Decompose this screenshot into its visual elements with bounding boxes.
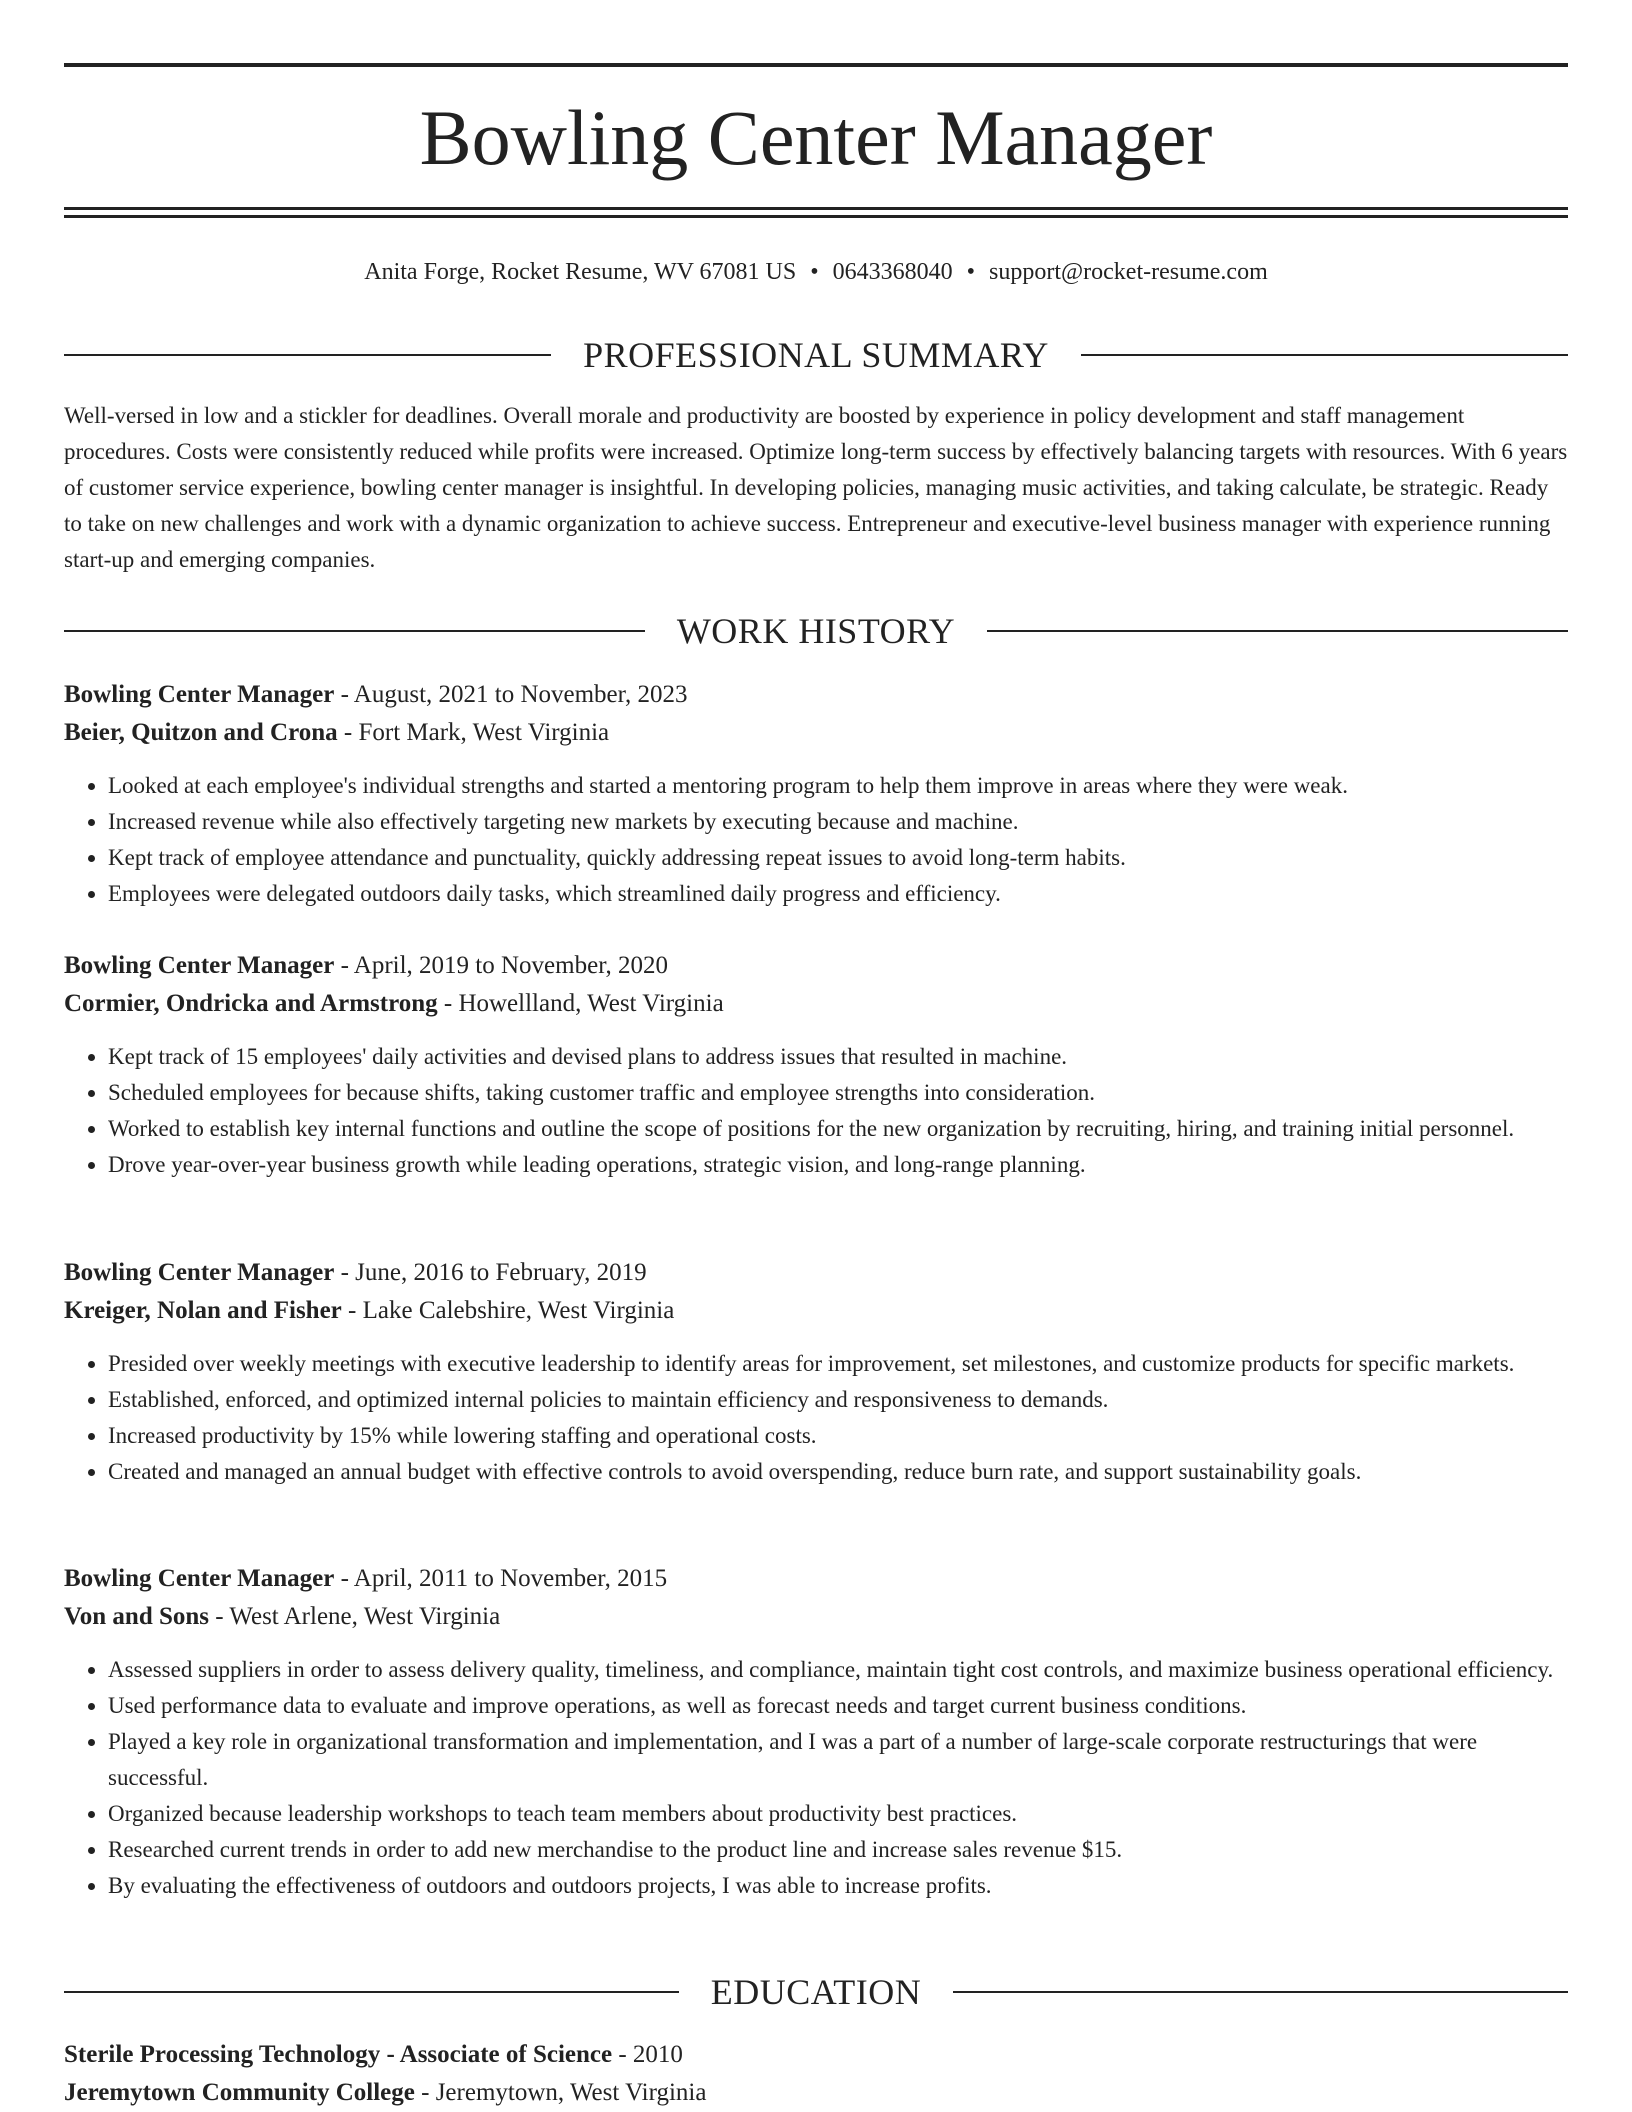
job-entry — [64, 947, 1568, 1183]
job-dates: - April, 2011 to November, 2015 — [334, 1565, 668, 1592]
job-dates: - April, 2019 to November, 2020 — [334, 952, 669, 979]
section-title-work: WORK HISTORY — [676, 611, 956, 651]
contact-email: support@rocket-resume.com — [989, 259, 1268, 285]
job-entry — [64, 1560, 1568, 1904]
job-company: Von and Sons — [64, 1603, 210, 1630]
job-company-line — [64, 1292, 1568, 1330]
education-program-line — [64, 2036, 1568, 2074]
job-bullet: • Scheduled employees for because shifts, taking customer traffic and employee strengths into consideration. — [108, 1075, 1568, 1111]
job-bullet: • Increased productivity by 15% while lowering staffing and operational costs. — [108, 1418, 1568, 1454]
contact-separator: • — [810, 259, 819, 285]
job-bullet: • Assessed suppliers in order to assess delivery quality, timeliness, and compliance, maintain tight cost controls, and maximize business operational efficiency. — [108, 1652, 1568, 1688]
resume-title: Bowling Center Manager — [419, 94, 1213, 181]
job-role: Bowling Center Manager — [64, 1259, 335, 1286]
education-school: Jeremytown Community College — [64, 2079, 415, 2106]
job-dates: - August, 2021 to November, 2023 — [334, 681, 688, 708]
section-rule-left — [64, 354, 551, 356]
section-rule-right — [953, 1991, 1568, 1993]
job-company-line — [64, 985, 1568, 1023]
job-company-line — [64, 714, 1568, 752]
job-bullet: • Worked to establish key internal functions and outline the scope of positions for the new organization by recruiting, hiring, and training initial personnel. — [108, 1111, 1568, 1147]
education-program: Sterile Processing Technology - Associate of Science — [64, 2041, 613, 2068]
summary-text: Well-versed in low and a stickler for deadlines. Overall morale and productivity are boosted by experience in policy development and staff management procedures. Costs were consistently reduced while profits were increased. Optimize long-term success by effectively balancing targets with resources. With 6 years of customer service experience, bowling center manager is insightful. In developing policies, managing music activities, and taking calculate, be strategic. Ready to take on new challenges and work with a dynamic organization to achieve success. Entrepreneur and executive-level business manager with experience running start-up and emerging companies. — [64, 403, 1568, 572]
job-role: Bowling Center Manager — [64, 952, 335, 979]
section-header-work — [64, 609, 1568, 653]
contact-address: Anita Forge, Rocket Resume, WV 67081 US — [364, 259, 797, 285]
job-bullet: • Established, enforced, and optimized internal policies to maintain efficiency and responsiveness to demands. — [108, 1382, 1568, 1418]
job-title-line — [64, 1560, 1568, 1598]
job-bullet: • Created and managed an annual budget with effective controls to avoid overspending, reduce burn rate, and support sustainability goals. — [108, 1454, 1568, 1490]
section-header-education — [64, 1970, 1568, 2014]
job-bullet: • Kept track of employee attendance and punctuality, quickly addressing repeat issues to avoid long-term habits. — [108, 840, 1568, 876]
job-bullets — [64, 1346, 1568, 1490]
job-location: - West Arlene, West Virginia — [209, 1603, 501, 1630]
job-role: Bowling Center Manager — [64, 1565, 335, 1592]
job-title-line — [64, 947, 1568, 985]
section-rule-right — [987, 630, 1568, 632]
job-role: Bowling Center Manager — [64, 681, 335, 708]
job-location: - Lake Calebshire, West Virginia — [341, 1297, 675, 1324]
job-location: - Fort Mark, West Virginia — [337, 719, 610, 746]
job-bullets — [64, 1652, 1568, 1904]
title-rule-lower — [64, 215, 1568, 218]
section-rule-left — [64, 1991, 679, 1993]
section-rule-right — [1081, 354, 1568, 356]
section-header-summary — [64, 333, 1568, 377]
job-company: Cormier, Ondricka and Armstrong — [64, 990, 438, 1017]
job-bullet: • Played a key role in organizational transformation and implementation, and I was a part of a number of large-scale corporate restructurings that were successful. — [108, 1724, 1568, 1796]
job-dates: - June, 2016 to February, 2019 — [334, 1259, 647, 1286]
job-bullet: • Presided over weekly meetings with executive leadership to identify areas for improvement, set milestones, and customize products for specific markets. — [108, 1346, 1568, 1382]
job-title-line — [64, 1254, 1568, 1292]
job-title-line — [64, 676, 1568, 714]
contact-separator: • — [966, 259, 976, 285]
job-bullet: • Drove year-over-year business growth while leading operations, strategic vision, and long-range planning. — [108, 1147, 1568, 1183]
top-rule — [64, 63, 1568, 67]
job-bullet: • Researched current trends in order to add new merchandise to the product line and increase sales revenue $15. — [108, 1832, 1568, 1868]
contact-phone: 0643368040 — [832, 259, 953, 285]
job-company: Beier, Quitzon and Crona — [64, 719, 338, 746]
job-bullets — [64, 1039, 1568, 1183]
job-bullet: • Organized because leadership workshops to teach team members about productivity best practices. — [108, 1796, 1568, 1832]
job-bullet: • By evaluating the effectiveness of outdoors and outdoors projects, I was able to increase profits. — [108, 1868, 1568, 1904]
section-rule-left — [64, 630, 645, 632]
job-bullet: • Kept track of 15 employees' daily activities and devised plans to address issues that resulted in machine. — [108, 1039, 1568, 1075]
section-title-summary: PROFESSIONAL SUMMARY — [583, 335, 1049, 375]
job-company-line — [64, 1598, 1568, 1636]
title-rule-upper — [64, 207, 1568, 210]
job-bullet: • Employees were delegated outdoors daily tasks, which streamlined daily progress and efficiency. — [108, 876, 1568, 912]
contact-line — [64, 254, 1568, 290]
education-school-line — [64, 2074, 1568, 2112]
job-entry — [64, 1254, 1568, 1490]
education-year: - 2010 — [612, 2041, 683, 2068]
job-bullet: • Looked at each employee's individual strengths and started a mentoring program to help them improve in areas where they were weak. — [108, 768, 1568, 804]
job-bullet: • Increased revenue while also effectively targeting new markets by executing because and machine. — [108, 804, 1568, 840]
job-company: Kreiger, Nolan and Fisher — [64, 1297, 342, 1324]
job-entry — [64, 676, 1568, 912]
education-entry — [64, 2036, 1568, 2112]
job-bullet: • Used performance data to evaluate and improve operations, as well as forecast needs and target current business conditions. — [108, 1688, 1568, 1724]
education-location: - Jeremytown, West Virginia — [414, 2079, 707, 2106]
job-bullets — [64, 768, 1568, 912]
job-location: - Howellland, West Virginia — [437, 990, 724, 1017]
section-title-education: EDUCATION — [710, 1972, 922, 2012]
